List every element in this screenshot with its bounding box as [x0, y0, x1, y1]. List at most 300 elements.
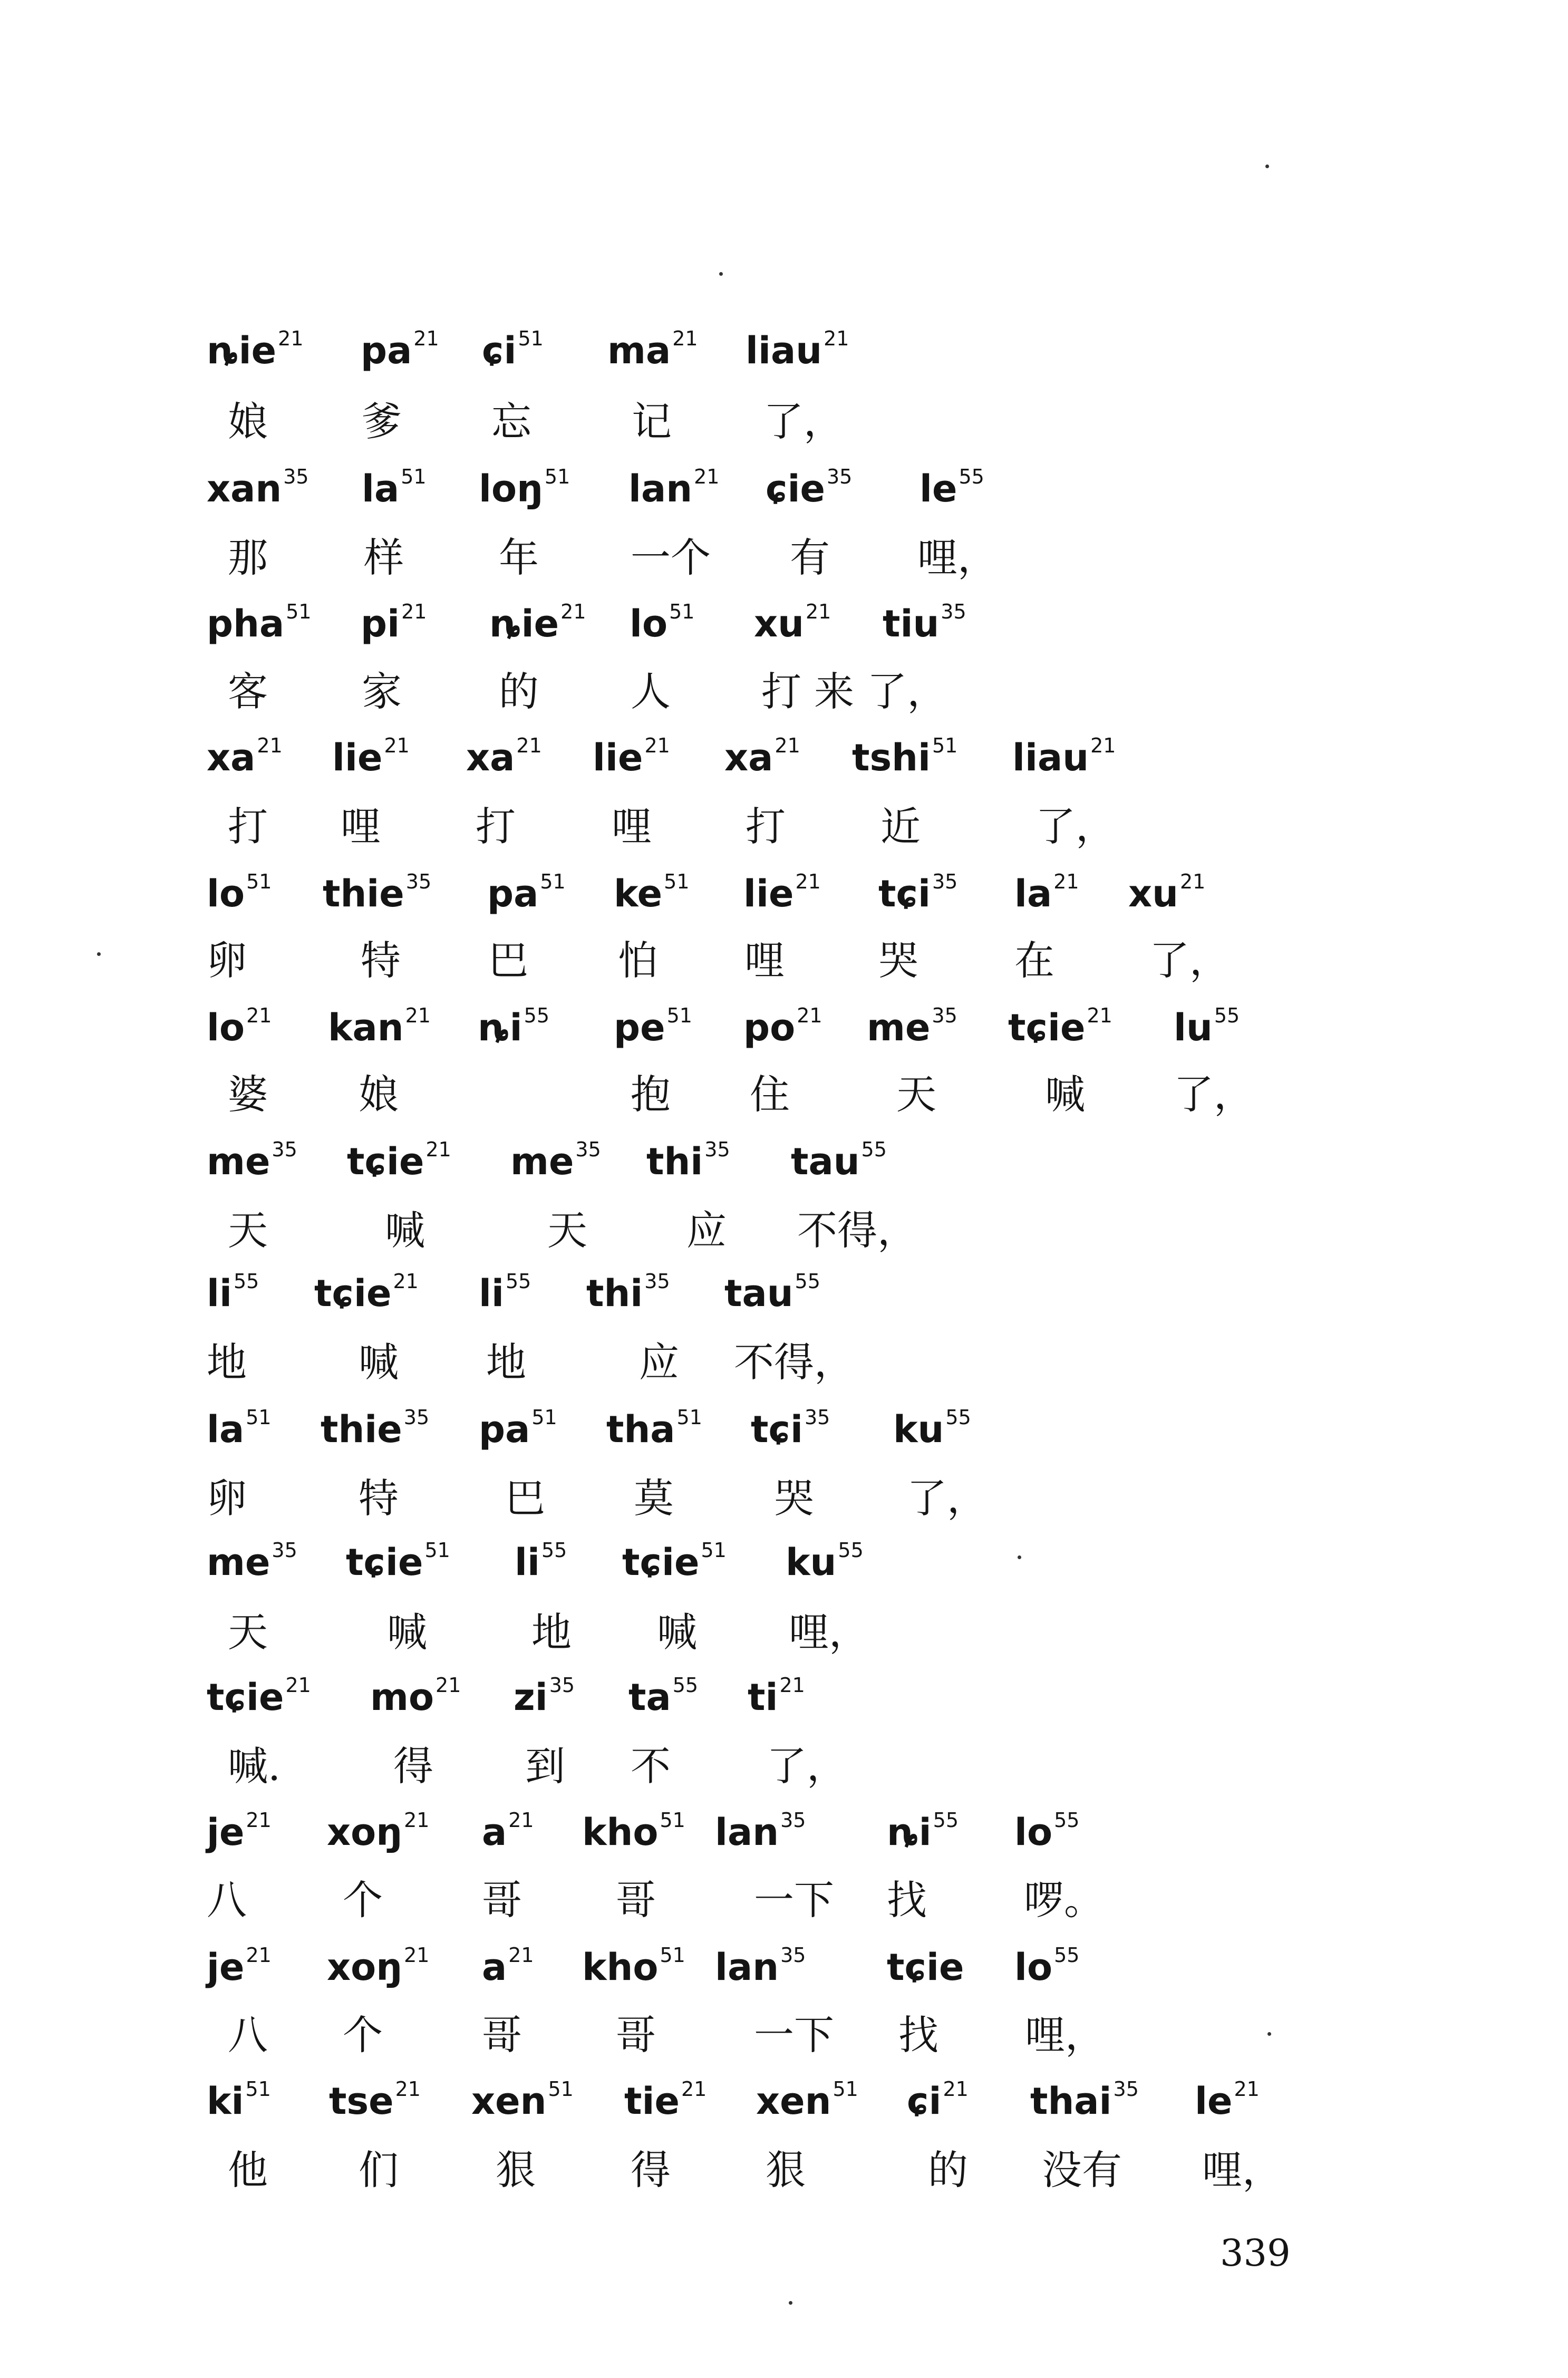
syllable-text: 一个	[631, 534, 711, 581]
chinese-gloss	[898, 2012, 938, 2058]
phonetic-syllable	[887, 1809, 959, 1854]
phonetic-syllable	[878, 870, 958, 915]
chinese-line	[0, 398, 1568, 465]
syllable-text: loŋ	[479, 467, 543, 510]
chinese-gloss	[228, 2012, 268, 2058]
chinese-gloss	[364, 534, 404, 581]
syllable-text: ȵie	[207, 329, 277, 372]
phonetic-syllable	[482, 1809, 534, 1854]
chinese-line	[0, 1071, 1568, 1138]
print-speck	[1265, 165, 1269, 168]
syllable-text: 一下	[754, 1877, 834, 1923]
phonetic-syllable	[327, 1944, 430, 1989]
syllable-text: 的	[928, 2147, 968, 2193]
chinese-gloss	[228, 668, 268, 715]
chinese-gloss	[616, 2012, 656, 2058]
phonetic-syllable	[1014, 1944, 1080, 1989]
tone-number: 55	[933, 1809, 959, 1832]
chinese-gloss	[499, 668, 539, 715]
phonetic-syllable	[515, 1539, 567, 1584]
syllable-text: lo	[1014, 1811, 1053, 1854]
tone-number: 21	[285, 1674, 311, 1697]
tone-number: 51	[245, 2077, 271, 2101]
tone-number: 35	[932, 1004, 957, 1027]
chinese-gloss	[362, 668, 402, 715]
tone-number: 55	[506, 1270, 531, 1293]
syllable-text: 地	[531, 1609, 572, 1656]
chinese-gloss	[1045, 1071, 1085, 1118]
print-speck	[789, 2301, 792, 2305]
tone-number: 21	[246, 1944, 272, 1967]
phonetic-line	[0, 1004, 1568, 1072]
phonetic-syllable	[724, 1270, 820, 1315]
chinese-gloss	[612, 803, 652, 850]
tone-number: 55	[959, 465, 984, 488]
chinese-gloss	[1035, 803, 1116, 850]
syllable-text: ɕi	[482, 329, 517, 372]
syllable-text: ma	[607, 329, 671, 372]
syllable-text: je	[207, 1811, 245, 1854]
syllable-text: 他	[228, 2147, 268, 2193]
syllable-text: 打	[228, 803, 268, 850]
syllable-text: lan	[628, 467, 693, 510]
chinese-gloss	[744, 937, 785, 984]
chinese-gloss	[476, 803, 516, 850]
syllable-text: tɕie	[887, 1946, 964, 1989]
phonetic-syllable	[329, 2077, 421, 2123]
chinese-gloss	[1042, 2147, 1122, 2193]
page-number: 339	[1220, 2231, 1291, 2275]
phonetic-syllable	[630, 600, 695, 645]
chinese-gloss	[880, 803, 921, 850]
phonetic-syllable	[207, 1809, 272, 1854]
phonetic-line	[0, 1944, 1568, 2012]
syllable-text: tɕi	[751, 1408, 803, 1451]
syllable-text: tshi	[852, 736, 931, 779]
tone-number: 51	[246, 1406, 272, 1429]
syllable-text: lan	[715, 1811, 779, 1854]
phonetic-syllable	[756, 2077, 858, 2123]
tone-number: 21	[246, 1809, 272, 1832]
syllable-text: ku	[786, 1541, 837, 1584]
phonetic-line	[0, 1270, 1568, 1338]
syllable-text: li	[207, 1272, 232, 1315]
chinese-gloss	[631, 2147, 671, 2193]
tone-number: 21	[694, 465, 720, 488]
syllable-text: 不得，	[797, 1207, 917, 1254]
chinese-gloss	[896, 1071, 936, 1118]
print-speck	[1267, 2032, 1271, 2036]
chinese-gloss	[631, 534, 711, 581]
chinese-gloss	[359, 1339, 399, 1386]
syllable-text: je	[207, 1946, 245, 1989]
chinese-gloss	[878, 937, 918, 984]
syllable-text: 婆	[228, 1071, 268, 1118]
chinese-gloss	[789, 1609, 869, 1656]
chinese-gloss	[928, 2147, 968, 2193]
chinese-gloss	[766, 2147, 806, 2193]
syllable-text: 记	[632, 398, 672, 445]
tone-number: 21	[824, 327, 849, 350]
syllable-text: zi	[514, 1676, 548, 1719]
syllable-text: pi	[361, 602, 400, 645]
tone-number: 21	[278, 327, 304, 350]
phonetic-syllable	[1128, 870, 1206, 915]
syllable-text: xen	[756, 2080, 831, 2123]
tone-number: 51	[518, 327, 544, 350]
phonetic-line	[0, 327, 1568, 395]
chinese-gloss	[482, 2012, 522, 2058]
chinese-gloss	[491, 398, 531, 445]
syllable-text: 打	[476, 803, 516, 850]
tone-number: 21	[797, 1004, 822, 1027]
syllable-text: 在	[1014, 937, 1054, 984]
syllable-text: 一下	[754, 2012, 834, 2058]
phonetic-syllable	[883, 600, 966, 645]
phonetic-syllable	[1012, 734, 1116, 779]
tone-number: 55	[945, 1406, 971, 1429]
chinese-gloss	[488, 937, 528, 984]
phonetic-line	[0, 1406, 1568, 1474]
chinese-gloss	[531, 1609, 572, 1656]
chinese-gloss	[207, 1475, 247, 1522]
syllable-text: 哩	[612, 803, 652, 850]
chinese-gloss	[797, 1207, 917, 1254]
phonetic-syllable	[1174, 1004, 1240, 1049]
tone-number: 21	[516, 734, 542, 757]
chinese-line	[0, 1609, 1568, 1676]
chinese-gloss	[385, 1207, 425, 1254]
syllable-text: po	[743, 1006, 796, 1049]
phonetic-syllable	[370, 1674, 461, 1719]
chinese-gloss	[686, 1207, 727, 1254]
chinese-gloss	[228, 398, 268, 445]
tone-number: 51	[424, 1539, 450, 1562]
syllable-text: 喊	[359, 1339, 399, 1386]
phonetic-syllable	[628, 1674, 699, 1719]
syllable-text: 哥	[616, 1877, 656, 1923]
phonetic-syllable	[628, 465, 720, 510]
syllable-text: 啰。	[1024, 1877, 1104, 1923]
syllable-text: xoŋ	[327, 1811, 403, 1854]
phonetic-syllable	[346, 1539, 450, 1584]
phonetic-syllable	[586, 1270, 670, 1315]
syllable-text: 样	[364, 534, 404, 581]
phonetic-syllable	[1008, 1004, 1112, 1049]
phonetic-syllable	[1014, 1809, 1080, 1854]
syllable-text: 哭	[774, 1475, 814, 1522]
phonetic-syllable	[207, 1539, 297, 1584]
chinese-gloss	[525, 1743, 565, 1790]
phonetic-syllable	[478, 1004, 550, 1049]
tone-number: 21	[508, 1809, 534, 1832]
chinese-gloss	[761, 668, 947, 715]
phonetic-syllable	[479, 1270, 531, 1315]
chinese-line	[0, 1339, 1568, 1406]
syllable-text: 打	[746, 803, 786, 850]
syllable-text: a	[482, 1946, 507, 1989]
phonetic-syllable	[582, 1944, 685, 1989]
tone-number: 21	[1090, 734, 1116, 757]
chinese-gloss	[343, 1877, 383, 1923]
syllable-text: 了，	[1149, 937, 1230, 984]
syllable-text: 八	[207, 1877, 247, 1923]
syllable-text: 爹	[362, 398, 402, 445]
tone-number: 21	[393, 1270, 419, 1293]
phonetic-syllable	[207, 2077, 271, 2123]
syllable-text: 地	[207, 1339, 247, 1386]
chinese-gloss	[359, 1475, 399, 1522]
syllable-text: lie	[332, 736, 383, 779]
syllable-text: 哩	[341, 803, 381, 850]
chinese-gloss	[632, 398, 672, 445]
syllable-text: thi	[646, 1140, 703, 1183]
chinese-gloss	[754, 1877, 834, 1923]
tone-number: 35	[932, 870, 958, 893]
syllable-text: 应	[639, 1339, 679, 1386]
syllable-text: 狠	[766, 2147, 806, 2193]
syllable-text: kho	[582, 1946, 659, 1989]
syllable-text: 巴	[505, 1475, 545, 1522]
phonetic-syllable	[207, 1406, 272, 1451]
syllable-text: lo	[207, 1006, 245, 1049]
tone-number: 55	[1054, 1809, 1080, 1832]
syllable-text: tɕi	[878, 872, 931, 915]
chinese-gloss	[790, 534, 830, 581]
syllable-text: tse	[329, 2080, 394, 2123]
syllable-text: liau	[1012, 736, 1089, 779]
syllable-text: pa	[479, 1408, 530, 1451]
phonetic-line	[0, 870, 1568, 939]
syllable-text: xa	[724, 736, 773, 779]
syllable-text: tha	[606, 1408, 675, 1451]
tone-number: 21	[508, 1944, 534, 1967]
syllable-text: tɕie	[346, 1541, 423, 1584]
syllable-text: me	[207, 1140, 270, 1183]
tone-number: 21	[395, 2077, 421, 2101]
syllable-text: tɕie	[1008, 1006, 1086, 1049]
syllable-text: 们	[359, 2147, 399, 2193]
syllable-text: 得	[631, 2147, 671, 2193]
chinese-gloss	[482, 1877, 522, 1923]
tone-number: 35	[941, 600, 966, 623]
syllable-text: ku	[893, 1408, 944, 1451]
print-speck	[1018, 1555, 1021, 1559]
syllable-text: 天	[547, 1207, 587, 1254]
phonetic-syllable	[852, 734, 958, 779]
syllable-text: thie	[321, 1408, 402, 1451]
syllable-text: me	[867, 1006, 931, 1049]
tone-number: 21	[672, 327, 698, 350]
syllable-text: xu	[754, 602, 804, 645]
syllable-text: 八	[228, 2012, 268, 2058]
tone-number: 21	[435, 1674, 461, 1697]
syllable-text: tɕie	[347, 1140, 424, 1183]
syllable-text: 哩，	[917, 534, 998, 581]
tone-number: 21	[257, 734, 283, 757]
syllable-text: 喊.	[228, 1743, 281, 1790]
tone-number: 51	[669, 600, 695, 623]
phonetic-syllable	[489, 600, 586, 645]
syllable-text: tɕie	[207, 1676, 284, 1719]
chinese-gloss	[359, 1071, 399, 1118]
tone-number: 21	[1053, 870, 1079, 893]
phonetic-syllable	[207, 1004, 272, 1049]
syllable-text: xa	[207, 736, 256, 779]
syllable-text: 卵	[207, 1475, 247, 1522]
chinese-gloss	[228, 1743, 281, 1790]
chinese-gloss	[754, 2012, 834, 2058]
syllable-text: thie	[323, 872, 404, 915]
phonetic-syllable	[786, 1539, 864, 1584]
syllable-text: 哥	[616, 2012, 656, 2058]
phonetic-syllable	[207, 600, 312, 645]
phonetic-syllable	[510, 1138, 601, 1183]
phonetic-syllable	[207, 870, 272, 915]
tone-number: 21	[806, 600, 831, 623]
tone-number: 35	[405, 870, 432, 893]
syllable-text: tie	[624, 2080, 680, 2123]
chinese-gloss	[1025, 2012, 1105, 2058]
tone-number: 35	[804, 1406, 830, 1429]
print-speck	[719, 272, 723, 276]
syllable-text: xoŋ	[327, 1946, 403, 1989]
syllable-text: pha	[207, 602, 285, 645]
syllable-text: 卵	[207, 937, 247, 984]
syllable-text: lan	[715, 1946, 779, 1989]
syllable-text: xan	[207, 467, 282, 510]
syllable-text: lie	[743, 872, 794, 915]
phonetic-syllable	[614, 1004, 692, 1049]
syllable-text: 了，	[767, 1743, 847, 1790]
tone-number: 21	[413, 327, 439, 350]
tone-number: 35	[272, 1138, 297, 1161]
tone-number: 35	[644, 1270, 670, 1293]
tone-number: 51	[548, 2077, 574, 2101]
tone-number: 51	[660, 1944, 685, 1967]
chinese-line	[0, 668, 1568, 735]
syllable-text: me	[510, 1140, 574, 1183]
tone-number: 21	[401, 600, 427, 623]
syllable-text: pa	[361, 329, 412, 372]
tone-number: 51	[531, 1406, 557, 1429]
syllable-text: liau	[746, 329, 822, 372]
tone-number: 21	[1180, 870, 1206, 893]
tone-number: 51	[544, 465, 570, 488]
syllable-text: 没有	[1042, 2147, 1122, 2193]
tone-number: 35	[704, 1138, 730, 1161]
chinese-line	[0, 1743, 1568, 1810]
phonetic-line	[0, 1674, 1568, 1742]
phonetic-line	[0, 734, 1568, 803]
syllable-text: 的	[499, 668, 539, 715]
chinese-gloss	[228, 803, 268, 850]
syllable-text: 年	[499, 534, 539, 581]
tone-number: 35	[826, 465, 853, 488]
tone-number: 55	[1214, 1004, 1240, 1027]
chinese-gloss	[207, 1339, 247, 1386]
chinese-gloss	[1174, 1071, 1254, 1118]
tone-number: 51	[701, 1539, 727, 1562]
syllable-text: lo	[207, 872, 245, 915]
tone-number: 35	[780, 1809, 806, 1832]
syllable-text: 了，	[763, 398, 844, 445]
syllable-text: 狠	[496, 2147, 536, 2193]
tone-number: 21	[404, 1944, 430, 1967]
syllable-text: 莫	[634, 1475, 674, 1522]
syllable-text: 天	[228, 1609, 268, 1656]
phonetic-syllable	[907, 2077, 969, 2123]
syllable-text: 抱	[631, 1071, 671, 1118]
syllable-text: 找	[898, 2012, 938, 2058]
chinese-gloss	[634, 1475, 674, 1522]
phonetic-syllable	[207, 1138, 297, 1183]
syllable-text: tɕie	[622, 1541, 700, 1584]
syllable-text: 人	[631, 668, 671, 715]
phonetic-syllable	[646, 1138, 730, 1183]
chinese-gloss	[746, 803, 786, 850]
tone-number: 21	[404, 1809, 430, 1832]
chinese-gloss	[359, 2147, 399, 2193]
syllable-text: le	[1195, 2080, 1233, 2123]
phonetic-syllable	[724, 734, 800, 779]
syllable-text: ȵi	[887, 1811, 932, 1854]
syllable-text: 哩，	[1202, 2147, 1282, 2193]
chinese-gloss	[341, 803, 381, 850]
phonetic-syllable	[919, 465, 984, 510]
chinese-line	[0, 1207, 1568, 1274]
syllable-text: 忘	[491, 398, 531, 445]
syllable-text: 天	[228, 1207, 268, 1254]
chinese-gloss	[547, 1207, 587, 1254]
chinese-gloss	[657, 1609, 697, 1656]
chinese-gloss	[486, 1339, 526, 1386]
phonetic-syllable	[743, 870, 821, 915]
tone-number: 51	[286, 600, 312, 623]
phonetic-syllable	[624, 2077, 707, 2123]
tone-number: 51	[932, 734, 958, 757]
chinese-gloss	[750, 1071, 790, 1118]
phonetic-line	[0, 1138, 1568, 1206]
chinese-gloss	[1014, 937, 1054, 984]
syllable-text: la	[362, 467, 400, 510]
chinese-gloss	[207, 937, 247, 984]
tone-number: 21	[425, 1138, 451, 1161]
syllable-text: thai	[1030, 2080, 1112, 2123]
phonetic-syllable	[487, 870, 566, 915]
phonetic-syllable	[622, 1539, 727, 1584]
syllable-text: 喊	[385, 1207, 425, 1254]
tone-number: 51	[676, 1406, 702, 1429]
syllable-text: 哥	[482, 1877, 522, 1923]
chinese-gloss	[228, 1207, 268, 1254]
phonetic-syllable	[321, 1406, 430, 1451]
tone-number: 21	[943, 2077, 969, 2101]
syllable-text: 不	[631, 1743, 671, 1790]
syllable-text: 怕	[618, 937, 658, 984]
phonetic-syllable	[593, 734, 670, 779]
tone-number: 51	[660, 1809, 685, 1832]
chinese-gloss	[631, 1071, 671, 1118]
syllable-text: lu	[1174, 1006, 1213, 1049]
tone-number: 55	[234, 1270, 259, 1293]
syllable-text: 喊	[387, 1609, 427, 1656]
syllable-text: 了，	[1174, 1071, 1254, 1118]
phonetic-syllable	[754, 600, 831, 645]
chinese-line	[0, 2012, 1568, 2079]
syllable-text: 哥	[482, 2012, 522, 2058]
chinese-gloss	[1149, 937, 1230, 984]
